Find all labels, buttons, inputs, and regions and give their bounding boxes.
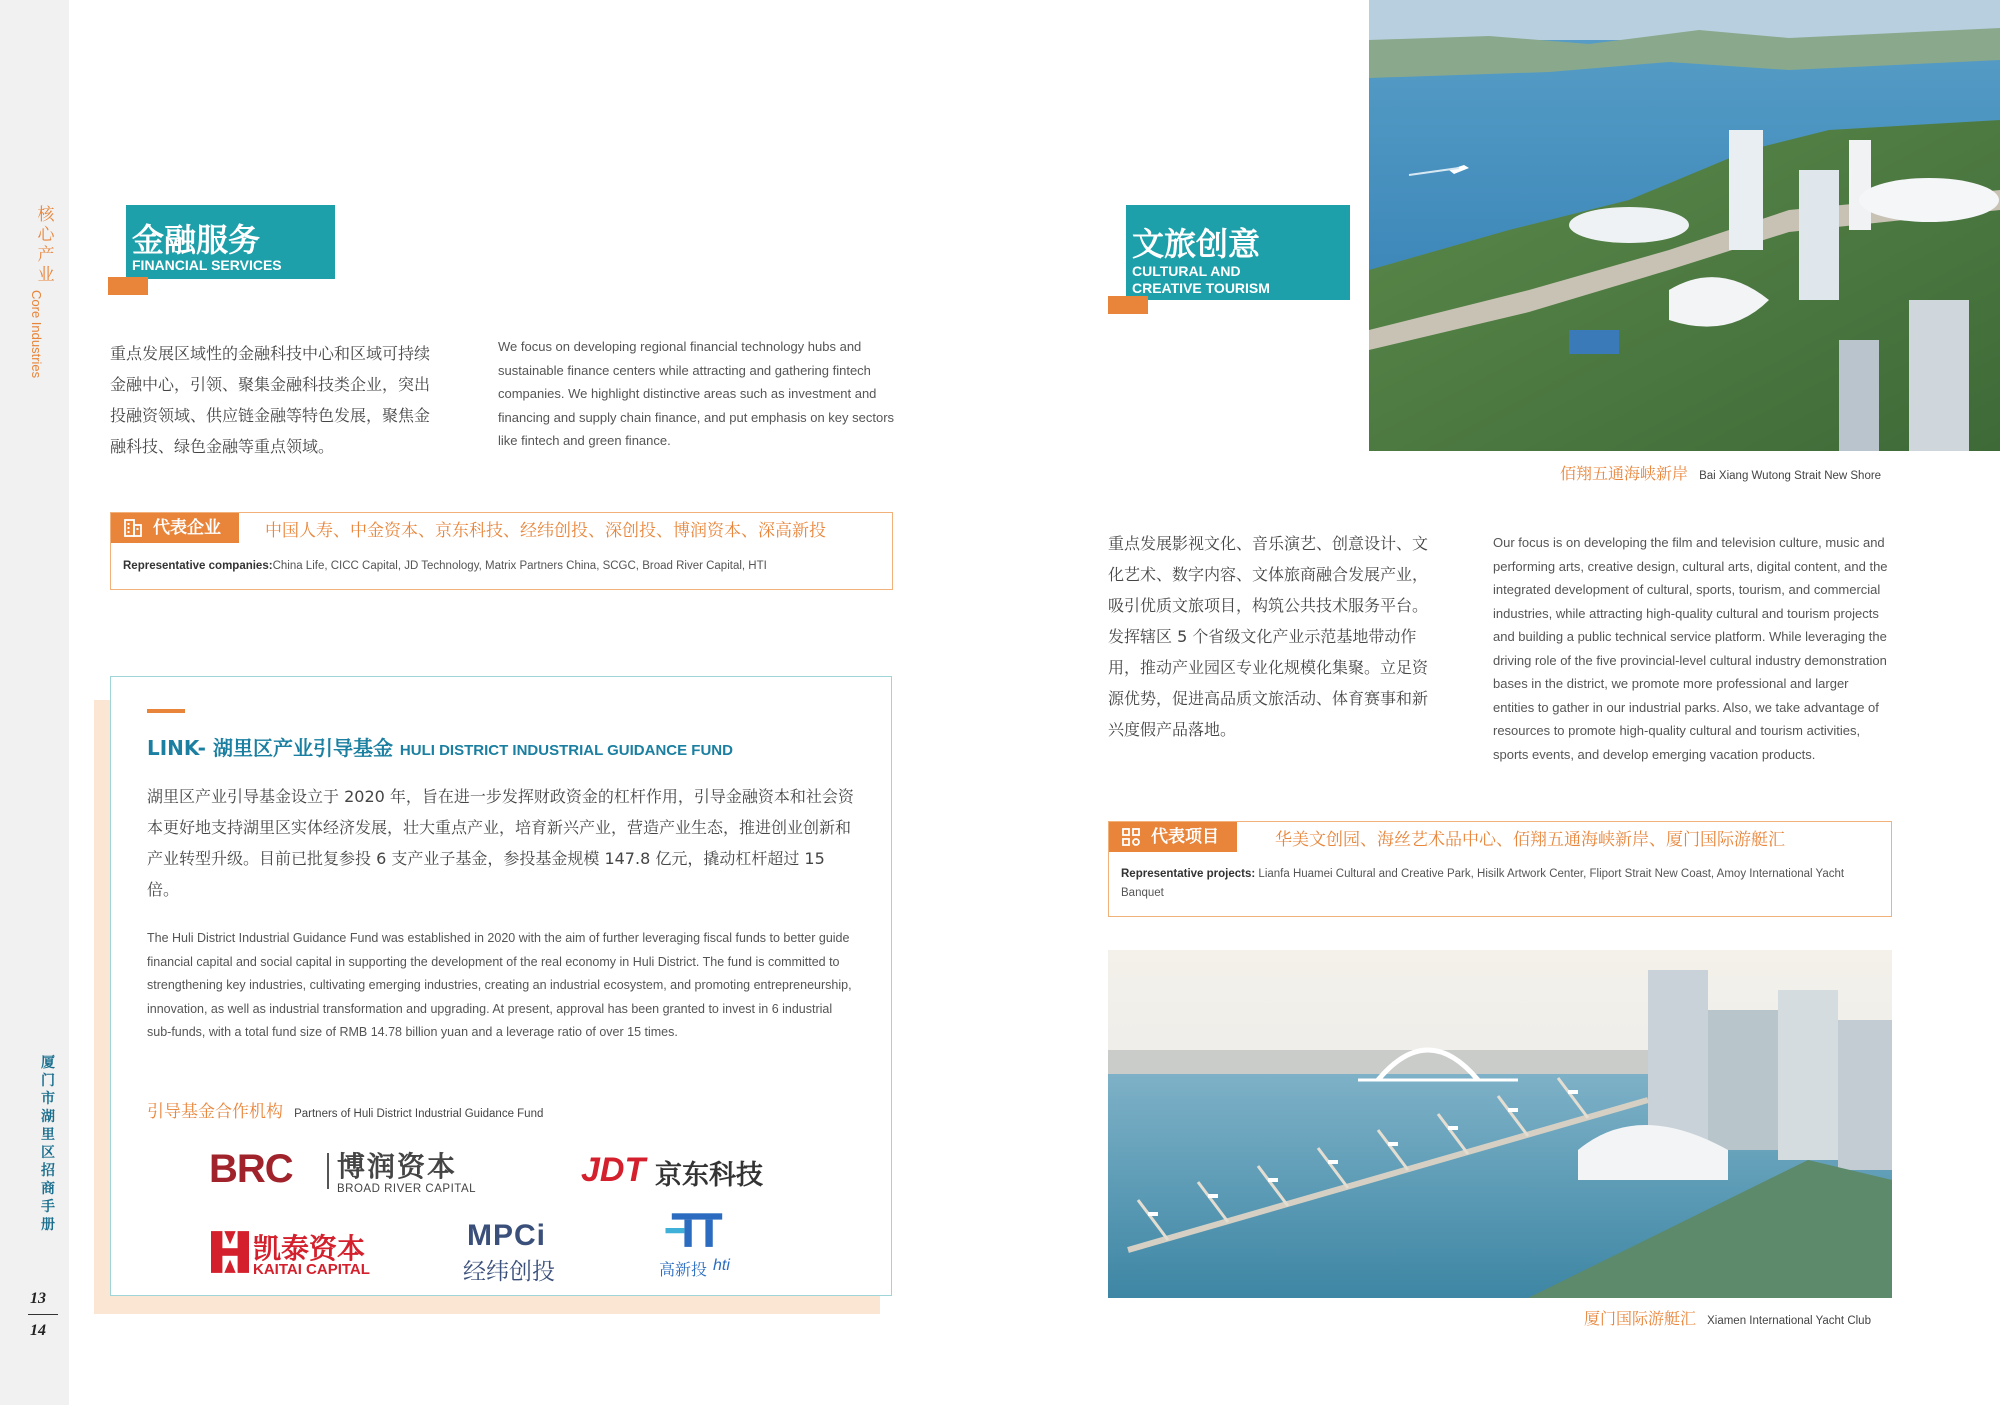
section-label-cn: 核心产业 [37, 205, 55, 285]
page-divider [28, 1314, 58, 1315]
finance-title-en: FINANCIAL SERVICES [132, 257, 282, 273]
sidebar [0, 0, 69, 1405]
tourism-title-en-1: CULTURAL AND [1132, 263, 1241, 279]
yacht-photo-caption [1584, 1306, 1871, 1329]
partners-heading [147, 1097, 543, 1122]
aerial-coast-image [1369, 0, 2000, 451]
rep-projects-en [1121, 865, 1881, 903]
mpci-cn: 经纬创投 [463, 1259, 555, 1285]
page-number-right: 14 [30, 1322, 46, 1339]
coast-caption-cn: 佰翔五通海峡新岸 [1560, 464, 1689, 483]
tourism-body-en: Our focus is on developing the film and television culture, music and performing arts, creative design, cultural arts, digital content, and the integrated development of cultural, sports, tourism, and commercial industries, while attracting high-quality cultural and tourism projects and building a public technical service platform. While leveraging the driving role of the five provincial-level cultural industry demonstration bases in the district, we promote more professional and larger entities to gather in our industrial parks. Also, we take advantage of resources to promote high-quality cultural and tourism activities, sports events, and develop emerging vacation products. [1493, 535, 1888, 762]
link-body-cn: 湖里区产业引导基金设立于 2020 年，旨在进一步发挥财政资金的杠杆作用，引导金融资本和社会资本更好地支持湖里区实体经济发展，壮大重点产业，培育新兴产业，营造产业生态，推进创业创新和产业转型升级。目前已批复参投 6 支产业子基金，参投基金规模 147.8 亿元，撬动杠杆超过 15 倍。 [147, 787, 854, 899]
link-body-en: The Huli District Industrial Guidance Fund was established in 2020 with the aim of further leveraging fiscal funds to better guide financial capital and social capital in supporting the development of the real economy in Huli District. The fund is committed to strengthening key industries, cultivating emerging industries, creating an industrial ecosystem, and promoting entrepreneurship, innovation, as well as industrial transformation and upgrading. At present, approval has been granted to invest in 6 industrial sub-funds, with a total fund size of RMB 14.78 billion yuan and a leverage ratio of over 15 times. [147, 931, 852, 1039]
mpci-mark: MPCi [467, 1219, 546, 1252]
hti-mark-icon [665, 1207, 729, 1249]
rep-tag-label: 代表企业 [153, 518, 221, 538]
jdt-cn: 京东科技 [655, 1160, 763, 1191]
rep-en-list: Lianfa Huamei Cultural and Creative Park, Hisilk Artwork Center, Fliport Strait New Coast, Amoy International Yacht Banquet [1121, 868, 1845, 899]
kaitai-mark-icon [211, 1231, 249, 1273]
building-icon [123, 518, 143, 538]
rep-projects-cn: 华美文创园、海丝艺术品中心、佰翔五通海峡新岸、厦门国际游艇汇 [1275, 830, 1785, 850]
link-accent-bar [147, 709, 185, 713]
yacht-caption-en: Xiamen International Yacht Club [1707, 1315, 1871, 1327]
link-title-cn: LINK- 湖里区产业引导基金 [147, 736, 393, 760]
brc-divider [327, 1153, 329, 1189]
tourism-heading [1126, 205, 1350, 300]
yacht-marina-photo [1108, 950, 1892, 1298]
finance-heading [126, 205, 335, 279]
hti-en: hti [713, 1257, 730, 1274]
finance-body-en: We focus on developing regional financial technology hubs and sustainable finance centers while attracting and gathering fintech companies. We highlight distinctive areas such as investment and financing and supply chain finance, and put emphasis on key sectors like fintech and green finance. [498, 339, 895, 448]
coast-caption-en: Bai Xiang Wutong Strait New Shore [1699, 470, 1882, 482]
brc-logo [209, 1147, 479, 1197]
coast-photo-caption [1560, 461, 1881, 484]
tourism-body-cn: 重点发展影视文化、音乐演艺、创意设计、文化艺术、数字内容、文体旅商融合发展产业，吸引优质文旅项目，构筑公共技术服务平台。发挥辖区 5 个省级文化产业示范基地带动作用，推动产业园区专业化规模化集聚。立足资源优势，促进高品质文旅活动、体育赛事和新兴度假产品落地。 [1108, 534, 1429, 739]
finance-title-cn: 金融服务 [132, 221, 261, 259]
brc-cn: 博润资本 [337, 1150, 458, 1183]
hti-logo [659, 1207, 759, 1281]
section-label-en: Core Industries [29, 290, 44, 379]
rep-companies-cn: 中国人寿、中金资本、京东科技、经纬创投、深创投、博润资本、深高新投 [265, 521, 826, 541]
rep-tag-label: 代表项目 [1151, 827, 1219, 847]
kaitai-en: KAITAI CAPITAL [253, 1261, 370, 1278]
tourism-title-cn: 文旅创意 [1132, 225, 1261, 263]
rep-projects-tag [1109, 822, 1237, 852]
partners-cn: 引导基金合作机构 [147, 1102, 283, 1122]
rep-en-list: China Life, CICC Capital, JD Technology, Matrix Partners China, SCGC, Broad River Capital, HTI [272, 560, 767, 572]
jdt-mark: JDT [581, 1151, 646, 1189]
heading-accent [1108, 296, 1148, 314]
rep-en-label: Representative projects: [1121, 868, 1256, 880]
link-title [147, 732, 733, 761]
rep-companies-tag [111, 513, 239, 543]
grid-icon [1121, 827, 1141, 847]
guidance-fund-box [110, 676, 892, 1296]
tourism-representatives [1108, 821, 1892, 917]
kaitai-logo [211, 1229, 401, 1279]
heading-accent [108, 277, 148, 295]
kaitai-cn: 凯泰资本 [253, 1232, 366, 1265]
yacht-marina-image [1108, 950, 1892, 1298]
brc-en: BROAD RIVER CAPITAL [337, 1183, 477, 1195]
partners-en: Partners of Huli District Industrial Guidance Fund [294, 1108, 544, 1120]
brc-mark: BRC [209, 1147, 293, 1191]
aerial-coast-photo [1369, 0, 2000, 451]
finance-representatives [110, 512, 893, 590]
finance-body-cn: 重点发展区域性的金融科技中心和区域可持续金融中心，引领、聚集金融科技类企业，突出投融资领域、供应链金融等特色发展，聚焦金融科技、绿色金融等重点领域。 [110, 344, 431, 456]
page-number-left: 13 [30, 1290, 46, 1307]
jdt-logo [581, 1151, 801, 1195]
rep-companies-en [123, 557, 767, 576]
link-title-en: HULI DISTRICT INDUSTRIAL GUIDANCE FUND [399, 742, 733, 759]
mpci-logo [463, 1219, 593, 1285]
book-title: 厦门市湖里区招商手册 [41, 1055, 55, 1233]
yacht-caption-cn: 厦门国际游艇汇 [1584, 1309, 1697, 1328]
hti-cn: 高新投 [659, 1260, 708, 1279]
tourism-title-en-2: CREATIVE TOURISM [1132, 280, 1270, 296]
rep-en-label: Representative companies: [123, 560, 273, 572]
